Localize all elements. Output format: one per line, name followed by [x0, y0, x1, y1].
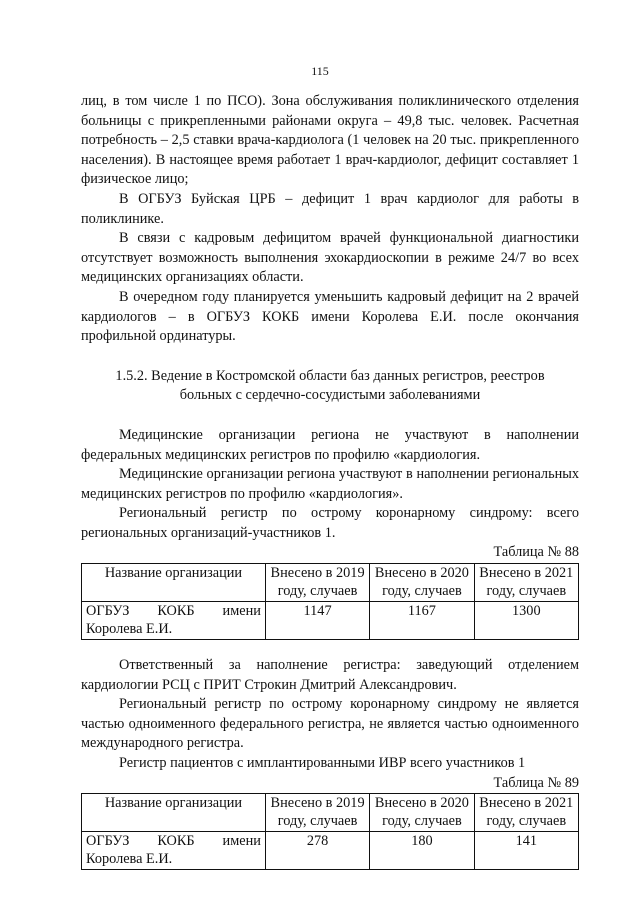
table-caption: Таблица № 88: [493, 544, 579, 561]
table-header-row: [82, 794, 579, 832]
paragraph: В очередном году планируется уменьшить кадровый дефицит на 2 врачей кардиологов – в ОГБУЗ КОКБ имени Королева Е.И. после окончания профильной ординатуры.: [81, 288, 579, 345]
paragraph: Региональный регистр по острому коронарному синдрому: всего региональных организаций-участников 1.: [81, 505, 579, 541]
page-number: 115: [311, 64, 329, 78]
paragraph: Медицинские организации региона участвуют в наполнении региональных медицинских регистров по профилю «кардиология».: [81, 466, 579, 502]
paragraph: лиц, в том числе 1 по ПСО). Зона обслуживания поликлинического отделения больницы с прикрепленными районами округа – 49,8 тыс. человек. Расчетная потребность – 2,5 ставки врача-кардиолога (1 человек на 20 тыс. прикрепленного населения). В настоящее время работает 1 врач-кардиолог, дефицит составляет 1 физическое лицо;: [81, 93, 579, 188]
paragraph: Медицинские организации региона не участвуют в наполнении федеральных медицинских регистров по профилю «кардиология.: [81, 426, 579, 463]
header-cell: Внесено в 2021 году, случаев: [474, 794, 578, 832]
header-cell: Внесено в 2021 году, случаев: [474, 564, 578, 602]
header-cell: Внесено в 2020 году, случаев: [370, 794, 474, 832]
paragraph: В ОГБУЗ Буйская ЦРБ – дефицит 1 врач кардиолог для работы в поликлинике.: [81, 190, 579, 227]
table-row: [82, 832, 579, 870]
paragraph: Ответственный за наполнение регистра: заведующий отделением кардиологии РСЦ с ПРИТ Строкин Дмитрий Александрович.: [81, 657, 579, 693]
section-heading: 1.5.2. Ведение в Костромской области баз данных регистров, реестров больных с сердечно-сосудистыми заболеваниями: [115, 367, 545, 404]
table-row: [82, 602, 579, 640]
value-cell: 1167: [370, 602, 474, 640]
value-cell: 141: [474, 832, 578, 870]
header-cell: Название организации: [82, 564, 266, 602]
value-cell: 278: [265, 832, 369, 870]
header-cell: Название организации: [82, 794, 266, 832]
paragraph: Региональный регистр по острому коронарному синдрому не является частью одноименного федерального регистра, не является частью одноименного международного регистра.: [81, 696, 579, 752]
header-cell: Внесено в 2020 году, случаев: [370, 564, 474, 602]
value-cell: 1147: [265, 602, 369, 640]
org-cell: [82, 602, 266, 640]
registry-table-88: [81, 563, 579, 640]
table-caption: Таблица № 89: [493, 774, 579, 791]
paragraph: В связи с кадровым дефицитом врачей функциональной диагностики отсутствует возможность выполнения эхокардиоскопии в режиме 24/7 во всех медицинских организациях области.: [81, 230, 579, 286]
org-name-line: Королева Е.И.: [86, 850, 173, 867]
org-name-line: ОГБУЗ КОКБ имени: [86, 603, 261, 620]
value-cell: 180: [370, 832, 474, 870]
registry-table-89: [81, 793, 579, 870]
org-name-line: ОГБУЗ КОКБ имени: [86, 833, 261, 850]
org-cell: [82, 832, 266, 870]
paragraph: Регистр пациентов с имплантированными ИВР всего участников 1: [119, 755, 526, 772]
header-cell: Внесено в 2019 году, случаев: [265, 794, 369, 832]
org-name-line: Королева Е.И.: [86, 620, 173, 637]
header-cell: Внесено в 2019 году, случаев: [265, 564, 369, 602]
value-cell: 1300: [474, 602, 578, 640]
table-header-row: [82, 564, 579, 602]
document-body: [81, 92, 579, 870]
